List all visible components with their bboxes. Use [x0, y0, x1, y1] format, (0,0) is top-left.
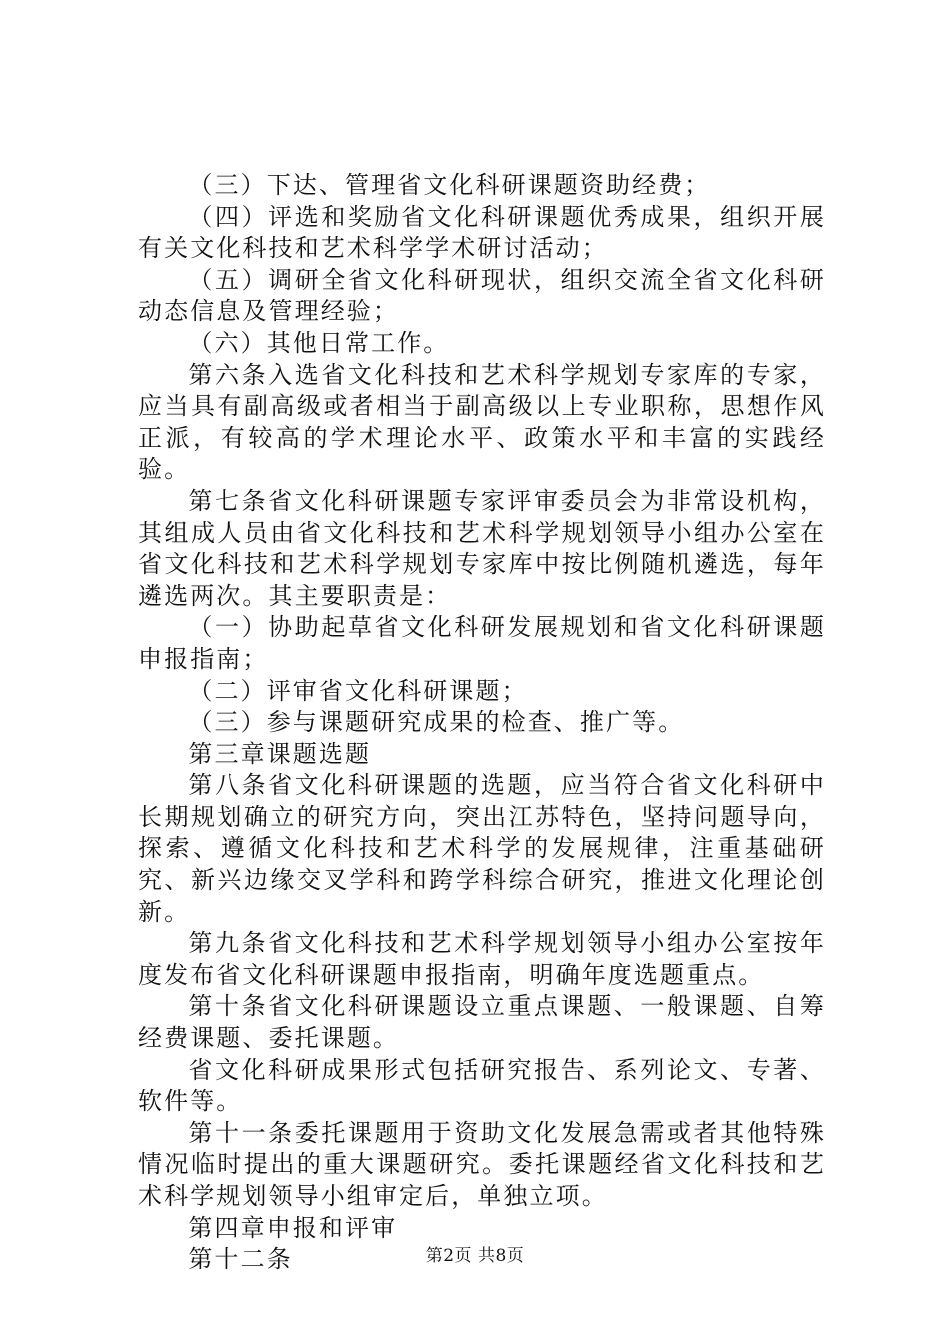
paragraph: 省文化科研成果形式包括研究报告、系列论文、专著、软件等。 — [138, 1055, 826, 1116]
paragraph: 第十条省文化科研课题设立重点课题、一般课题、自筹经费课题、委托课题。 — [138, 992, 826, 1053]
paragraph: 第十一条委托课题用于资助文化发展急需或者其他特殊情况临时提出的重大课题研究。委托课题经省文化科技和艺术科学规划领导小组审定后，单独立项。 — [138, 1118, 826, 1210]
paragraph: 第十二条 — [188, 1245, 293, 1274]
page-footer — [0, 1241, 950, 1266]
paragraph: （四）评选和奖励省文化科研课题优秀成果，组织开展有关文化科技和艺术科学学术研讨活动； — [138, 202, 826, 263]
paragraph: （五）调研全省文化科研现状，组织交流全省文化科研动态信息及管理经验； — [138, 265, 826, 326]
paragraph: （三）下达、管理省文化科研课题资助经费； — [188, 171, 711, 199]
page-number: 第2页 共8页 — [425, 1246, 525, 1266]
paragraph: 第八条省文化科研课题的选题，应当符合省文化科研中长期规划确立的研究方向，突出江苏特色，坚持问题导向，探索、遵循文化科技和艺术科学的发展规律，注重基础研究、新兴边缘交叉学科和跨学科综合研究，推进文化理论创新。 — [138, 771, 826, 926]
paragraph: （六）其他日常工作。 — [188, 328, 450, 357]
document-body — [138, 170, 826, 1276]
chapter-heading: 第四章申报和评审 — [188, 1213, 398, 1242]
paragraph: 第九条省文化科技和艺术科学规划领导小组办公室按年度发布省文化科研课题申报指南，明确年度选题重点。 — [138, 929, 826, 989]
paragraph: 第六条入选省文化科技和艺术科学规划专家库的专家，应当具有副高级或者相当于副高级以上专业职称，思想作风正派，有较高的学术理论水平、政策水平和丰富的实践经验。 — [138, 360, 826, 484]
chapter-heading: 第三章课题选题 — [188, 739, 372, 768]
paragraph: （二）评审省文化科研课题； — [188, 676, 528, 705]
paragraph: （三）参与课题研究成果的检查、推广等。 — [188, 708, 685, 737]
paragraph: （一）协助起草省文化科研发展规划和省文化科研课题申报指南； — [138, 613, 826, 673]
paragraph: 第七条省文化科研课题专家评审委员会为非常设机构，其组成人员由省文化科技和艺术科学规划领导小组办公室在省文化科技和艺术科学规划专家库中按比例随机遴选，每年遴选两次。其主要职责是： — [138, 486, 826, 610]
